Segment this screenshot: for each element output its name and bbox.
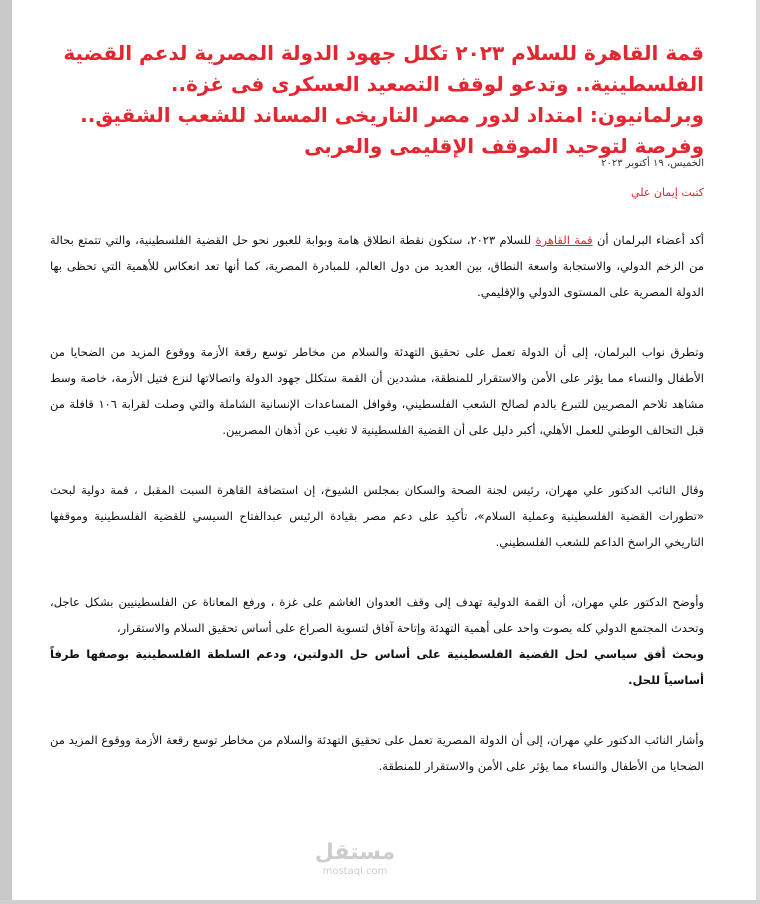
cairo-summit-link[interactable]: قمة القاهرة bbox=[535, 233, 593, 247]
window-frame-bottom bbox=[0, 900, 760, 904]
article-date: الخميس، ١٩ أكتوبر ٢٠٢٣ bbox=[601, 158, 704, 169]
paragraph-3: وقال النائب الدكتور علي مهران، رئيس لجنة الصحة والسكان بمجلس الشيوخ، إن استضافة القاهرة السبت المقبل ، قمة دولية لبحث «تطورات القضية الفلسطينية وعملية السلام»، تأكيد على دعم مصر بقيادة الرئيس عبدالفتاح السيسي للقضية الفلسطينية وموقفها التاريخي الراسخ الداعم للشعب الفلسطيني. bbox=[50, 483, 704, 549]
watermark-url: mostaql.com bbox=[322, 866, 388, 877]
paragraph-4: وأوضح الدكتور علي مهران، أن القمة الدولية تهدف إلى وقف العدوان الغاشم على غزة ، ورفع المعاناة عن الفلسطينيين بشكل عاجل، وتحدث المجتمع الدولي كله بصوت واحد على أهمية التهدئة وإتاحة آفاق لتسوية الصراع على أساس تحقيق السلام والاستقرار، bbox=[50, 595, 704, 635]
paragraph-1-body: للسلام ٢٠٢٣، ستكون نقطة انطلاق هامة وبوابة للعبور نحو حل القضية الفلسطينية، والتي تتمتع بحالة من الزخم الدولي، والاستجابة واسعة النطاق، بين العديد من دول العالم، للمبادرة المصرية، كما أنها تعد انعكاس للأهمية التي تحظى بها الدولة المصرية على المستوى الدولي والإقليمي. bbox=[50, 233, 704, 299]
article bbox=[50, 38, 704, 779]
article-byline: كتبت إيمان علي bbox=[631, 186, 704, 199]
mostaql-watermark bbox=[300, 840, 410, 878]
paragraph-1 bbox=[50, 227, 704, 305]
article-headline: قمة القاهرة للسلام ٢٠٢٣ تكلل جهود الدولة المصرية لدعم القضية الفلسطينية.. وتدعو لوقف التصعيد العسكرى فى غزة.. وبرلمانيون: امتداد لدور مصر التاريخى المساند للشعب الشقيق.. وفرصة لتوحيد الموقف الإقليمى والعربى bbox=[63, 41, 704, 158]
watermark-logo: مستقل bbox=[314, 840, 396, 865]
paragraph-2: وتطرق نواب البرلمان، إلى أن الدولة تعمل على تحقيق التهدئة والسلام من مخاطر توسع رقعة الأزمة ووقوع المزيد من الضحايا من الأطفال والنساء مما يؤثر على الأمن والاستقرار للمنطقة، مشددين أن القمة ستكلل جهود الدولة واتصالاتها لنزع فتيل الأزمة، خاصة وسط مشاهد تلاحم المصريين للتبرع بالدم لصالح الشعب الفلسطيني، وقوافل المساعدات الإنسانية الشاملة والتي وصلت لقرابة ١٠٦ قافلة من قبل التحالف الوطني للعمل الأهلي، أكبر دليل على أن القضية الفلسطينية لا تغيب عن أذهان المصريين. bbox=[50, 345, 704, 437]
paragraph-4-continuation: وبحث أفق سياسي لحل القضية الفلسطينية على أساس حل الدولتين، ودعم السلطة الفلسطينية بوصفها طرفاً أساسياً للحل. bbox=[50, 647, 704, 687]
window-frame-left bbox=[0, 0, 12, 904]
paragraph-1-intro: أكد أعضاء البرلمان أن bbox=[592, 233, 705, 247]
paragraph-5: وأشار النائب الدكتور علي مهران، إلى أن الدولة المصرية تعمل على تحقيق التهدئة والسلام من مخاطر توسع رقعة الأزمة ووقوع المزيد من الضحايا من الأطفال والنساء مما يؤثر على الأمن والاستقرار للمنطقة. bbox=[50, 733, 704, 773]
window-frame-right bbox=[756, 0, 760, 904]
